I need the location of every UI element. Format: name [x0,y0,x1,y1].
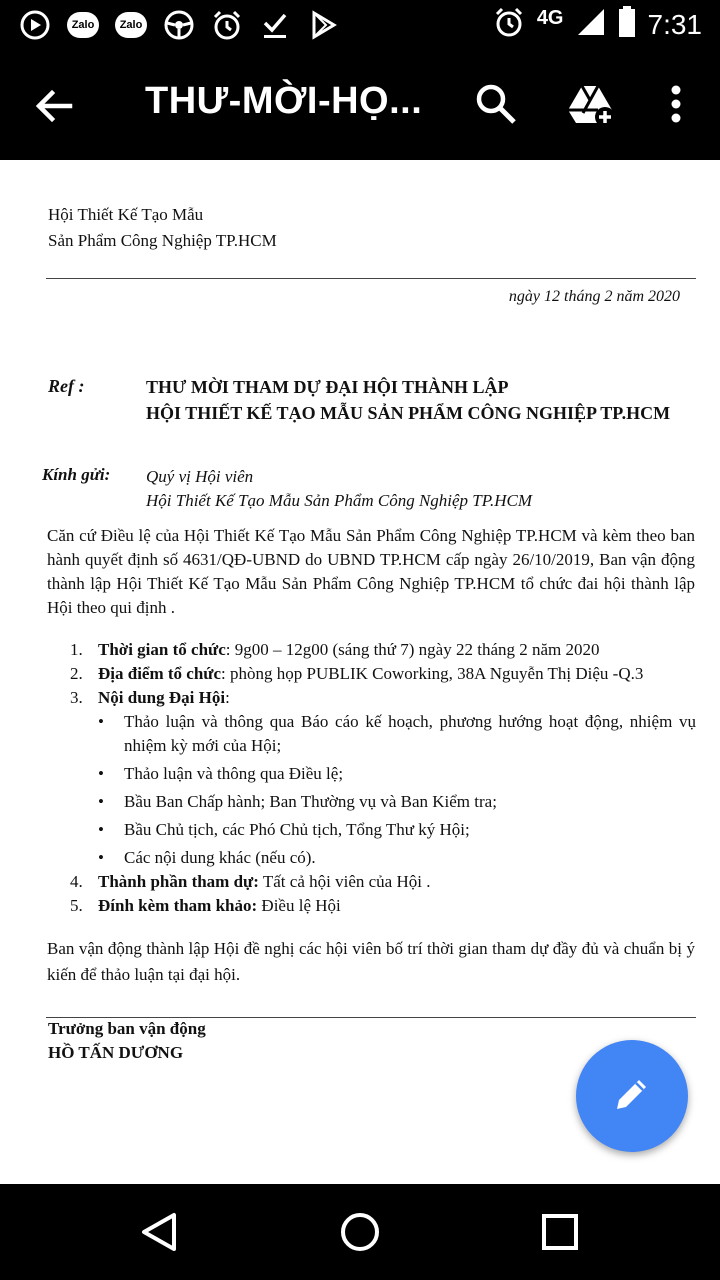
bullet: • [98,792,104,811]
list-item [70,870,696,894]
sub-list-item [98,846,696,870]
recipient-line-1: Quý vị Hội viên [146,467,254,486]
system-status [493,6,702,43]
item-separator: : [225,688,230,707]
drive-add-icon[interactable] [566,80,616,130]
org-line-2: Sản Phẩm Công Nghiệp TP.HCM [48,231,277,250]
list-item [70,894,696,918]
bullet: • [98,848,104,867]
zalo-label: Zalo [67,12,99,38]
document-title: THƯ-MỜI-HỌ... [145,80,423,122]
intro-paragraph: Căn cứ Điều lệ của Hội Thiết Kế Tạo Mẫu Sản Phẩm Công Nghiệp TP.HCM và kèm theo ban hành quyết định số 4631/QĐ-UBND do UBND TP.HCM cấp ngày 26/10/2019, Ban vận động thành lập Hội Thiết Kế Tạo Mẫu Sản Phẩm Công Nghiệp TP.HCM tổ chức đai hội thành lập Hội theo qui định . [47,526,695,617]
item-number: 2. [70,664,83,683]
document-date: ngày 12 tháng 2 năm 2020 [508,288,680,305]
document-page [0,160,720,1184]
list-item [70,638,696,662]
battery-icon [618,6,636,43]
list-item [70,686,696,870]
ref-title [146,374,670,426]
ref-title-line-1: THƯ MỜI THAM DỰ ĐẠI HỘI THÀNH LẬP [146,377,509,397]
agenda-list [70,638,696,918]
kinh-gui-label: Kính gửi: [42,465,111,484]
signature-block [48,1017,206,1065]
bullet: • [98,712,104,731]
check-download-icon [258,8,292,42]
signal-icon [576,7,606,42]
item-text: Điều lệ Hội [261,896,341,915]
alarm-icon [210,8,244,42]
notification-icons [18,8,340,42]
back-arrow-icon[interactable] [30,82,78,130]
item-number: 4. [70,872,83,891]
item-separator: : [221,664,231,683]
item-label: Đính kèm tham khảo: [98,896,258,915]
steering-wheel-icon [162,8,196,42]
item-text: 9g00 – 12g00 (sáng thứ 7) ngày 22 tháng 2 năm 2020 [234,640,600,659]
more-vert-icon[interactable] [660,80,692,128]
item-separator: : [225,640,235,659]
sub-list-item [98,710,696,758]
item-label: Thành phần tham dự: [98,872,259,891]
alarm-icon [493,6,525,43]
ref-title-line-2: HỘI THIẾT KẾ TẠO MẪU SẢN PHẨM CÔNG NGHIỆP TP.HCM [146,403,671,423]
org-line-1: Hội Thiết Kế Tạo Mẫu [48,205,204,224]
organization-header [48,202,277,254]
sub-list-item [98,762,696,786]
search-icon[interactable] [472,80,520,128]
recents-square-icon[interactable] [534,1206,586,1258]
bullet: • [98,820,104,839]
sub-list-item [98,790,696,814]
zalo-icon [114,8,148,42]
clock: 7:31 [647,8,702,40]
back-triangle-icon[interactable] [134,1206,186,1258]
ref-label: Ref : [48,376,85,396]
item-label: Địa điểm tổ chức [98,664,222,683]
sub-item-list [98,710,696,870]
sub-item-text: Bầu Chủ tịch, các Phó Chủ tịch, Tổng Thư ký Hội; [124,820,470,839]
closing-paragraph: Ban vận động thành lập Hội đề nghị các hội viên bố trí thời gian tham dự đầy đủ và chuẩn bị ý kiến để thảo luận tại đại hội. [47,939,695,984]
signer-title: Trưởng ban vận động [48,1019,206,1038]
status-bar [0,0,720,50]
edit-fab-button[interactable] [576,1040,688,1152]
sub-item-text: Thảo luận và thông qua Điều lệ; [124,764,344,783]
item-label: Thời gian tổ chức [98,640,226,659]
list-item [70,662,696,686]
home-circle-icon[interactable] [334,1206,386,1258]
bullet: • [98,764,104,783]
item-text: phòng họp PUBLIK Coworking, 38A Nguyễn Thị Diệu -Q.3 [230,664,644,683]
sub-list-item [98,818,696,842]
recipient-line-2: Hội Thiết Kế Tạo Mẫu Sản Phẩm Công Nghiệp TP.HCM [146,491,532,510]
app-bar [0,50,720,160]
item-text: Tất cả hội viên của Hội . [262,872,431,891]
play-store-icon [306,8,340,42]
item-number: 5. [70,896,83,915]
network-type: 4G [536,7,564,29]
divider [46,278,696,279]
headset-icon [18,8,52,42]
zalo-icon [66,8,100,42]
navigation-bar [0,1184,720,1280]
edit-pencil-icon [610,1072,654,1121]
signer-name: HỒ TẤN DƯƠNG [48,1043,184,1062]
item-number: 1. [70,640,83,659]
item-number: 3. [70,688,83,707]
zalo-label: Zalo [115,12,147,38]
sub-item-text: Các nội dung khác (nếu có). [124,848,316,867]
sub-item-text: Thảo luận và thông qua Báo cáo kế hoạch, phương hướng hoạt động, nhiệm vụ nhiệm kỳ mới của Hội; [124,712,696,755]
item-label: Nội dung Đại Hội [98,688,226,707]
recipient [146,465,532,513]
sub-item-text: Bầu Ban Chấp hành; Ban Thường vụ và Ban Kiểm tra; [124,792,497,811]
